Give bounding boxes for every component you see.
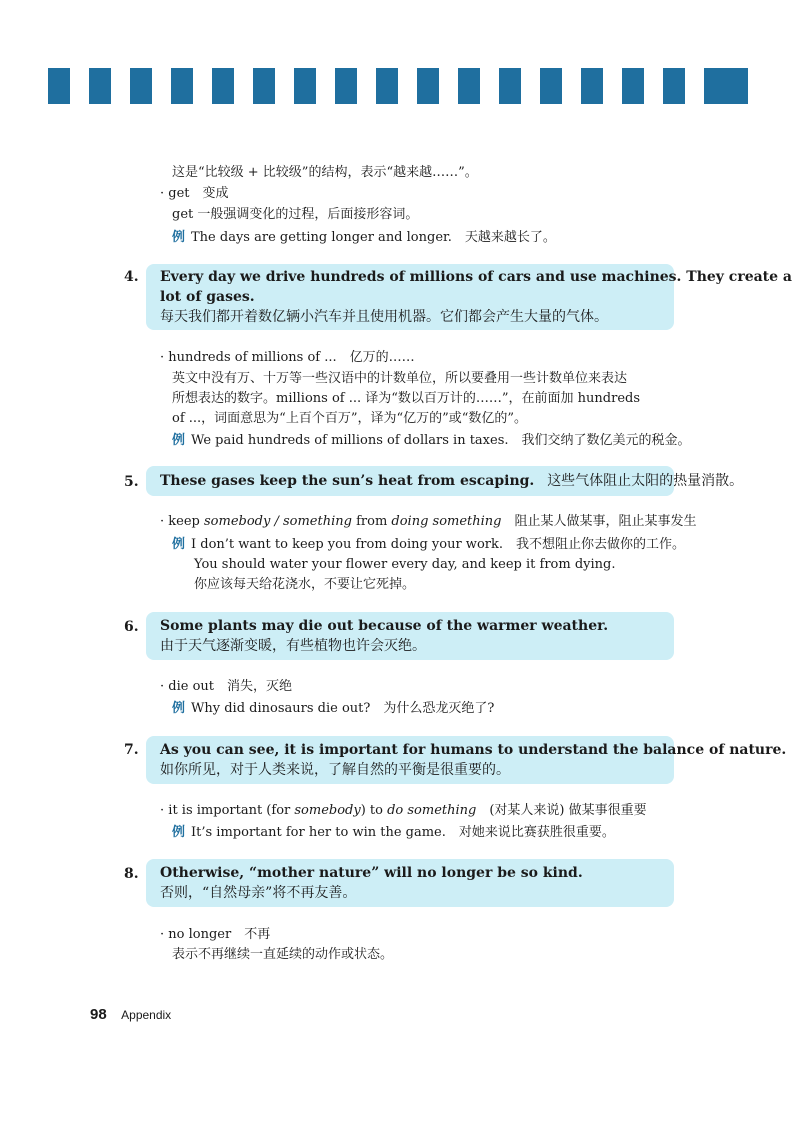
sentence-number: 5. [124,474,139,490]
header-block [704,68,726,104]
note-get-example [172,228,556,248]
note-title-c: from [351,514,392,529]
note-title-b: somebody [294,803,361,818]
sentence-en: Every day we drive hundreds of millions of cars and use machines. They create a [160,269,792,285]
example-icon: 例 [172,701,186,716]
sentence-zh: 如你所见，对于人类来说，了解自然的平衡是很重要的。 [160,762,510,778]
header-block [417,68,439,104]
sentence-en-text: These gases keep the sun’s heat from escaping. [160,473,535,489]
sentence-en: Some plants may die out because of the warmer weather. [160,618,609,634]
note-title-e: (对某人来说) 做某事很重要 [476,803,647,818]
note-7-head [160,801,647,821]
header-block [171,68,193,104]
sentence-zh: 否则，“自然母亲”将不再友善。 [160,885,357,901]
example-icon: 例 [172,433,186,448]
example-icon: 例 [172,825,186,840]
bullet: · [160,927,165,942]
header-block-bar [48,68,748,104]
note-title-d: do something [387,803,477,818]
bullet: · [160,350,165,365]
note-4-desc: 英文中没有万、十万等一些汉语中的计数单位，所以要叠用一些计数单位来表达 [172,371,628,386]
bullet: · [160,803,165,818]
note-4-head [160,348,415,368]
sentence-en: Otherwise, “mother nature” will no longer be so kind. [160,865,583,881]
sentence-box-8 [146,859,674,907]
header-block [212,68,234,104]
sentence-zh: 由于天气逐渐变暖，有些植物也许会灭绝。 [160,638,426,654]
page-footer [90,1006,171,1024]
header-block [294,68,316,104]
note-title: hundreds of millions of ... 亿万的…… [168,350,415,365]
note-get-title: get 变成 [168,186,229,201]
note-5-example: 你应该每天给花浇水，不要让它死掉。 [194,577,416,592]
bullet: · [160,514,165,529]
sentence-zh: 每天我们都开着数亿辆小汽车并且使用机器。它们都会产生大量的气体。 [160,309,608,325]
note-title-a: it is important (for [168,803,295,818]
note-5-head [160,512,697,532]
intro-line: 这是“比较级 + 比较级”的结构，表示“越来越……”。 [172,165,478,180]
note-4-desc: of ...，词面意思为“上百个百万”，译为“亿万的”或“数亿的”。 [172,411,528,426]
example-text: We paid hundreds of millions of dollars in taxes. 我们交纳了数亿美元的税金。 [191,433,691,448]
note-title-a: keep [168,514,204,529]
header-block [726,68,748,104]
sentence-en [160,471,743,491]
note-5-example [172,535,685,555]
note-4-example [172,431,691,451]
header-block [581,68,603,104]
sentence-number: 4. [124,269,139,285]
note-8-desc: 表示不再继续一直延续的动作或状态。 [172,947,394,962]
header-block [499,68,521,104]
sentence-zh: 这些气体阻止太阳的热量消散。 [547,473,744,489]
sentence-box-4 [146,264,792,330]
note-6-head [160,677,292,697]
header-block [458,68,480,104]
note-get-desc: get 一般强调变化的过程，后面接形容词。 [172,207,419,222]
header-block [253,68,275,104]
note-title-c: ) to [360,803,388,818]
example-text: I don’t want to keep you from doing your work. 我不想阻止你去做你的工作。 [191,537,685,552]
note-title: no longer 不再 [168,927,271,942]
bullet: · [160,186,165,201]
example-text: It’s important for her to win the game. 对她来说比赛获胜很重要。 [191,825,615,840]
sentence-number: 6. [124,619,139,635]
sentence-box-7 [146,736,787,784]
note-title-b: somebody / something [204,514,352,529]
bullet: · [160,679,165,694]
note-8-head [160,925,270,945]
header-block [376,68,398,104]
sentence-en: As you can see, it is important for humans to understand the balance of nature. [160,742,787,758]
note-4-desc: 所想表达的数字。millions of ... 译为“数以百万计的……”，在前面加 hundreds [172,391,641,406]
sentence-en-cont: lot of gases. [160,289,255,305]
note-get-head [160,184,229,204]
note-title: die out 消失，灭绝 [168,679,293,694]
header-block [335,68,357,104]
header-block [540,68,562,104]
header-block [130,68,152,104]
note-6-example [172,699,494,719]
sentence-number: 7. [124,742,139,758]
header-block [89,68,111,104]
note-5-example: You should water your flower every day, and keep it from dying. [194,557,616,572]
example-icon: 例 [172,230,186,245]
sentence-number: 8. [124,866,139,882]
note-title-d: doing something [391,514,502,529]
note-7-example [172,823,615,843]
example-text: The days are getting longer and longer. 天越来越长了。 [191,230,556,245]
page-number: 98 [90,1006,107,1023]
header-block [622,68,644,104]
header-block [663,68,685,104]
sentence-box-5 [146,466,744,496]
footer-label: Appendix [121,1008,172,1022]
sentence-box-6 [146,612,674,660]
example-icon: 例 [172,537,186,552]
example-text: Why did dinosaurs die out? 为什么恐龙灭绝了? [191,701,495,716]
note-title-e: 阻止某人做某事，阻止某事发生 [501,514,697,529]
header-block [48,68,70,104]
